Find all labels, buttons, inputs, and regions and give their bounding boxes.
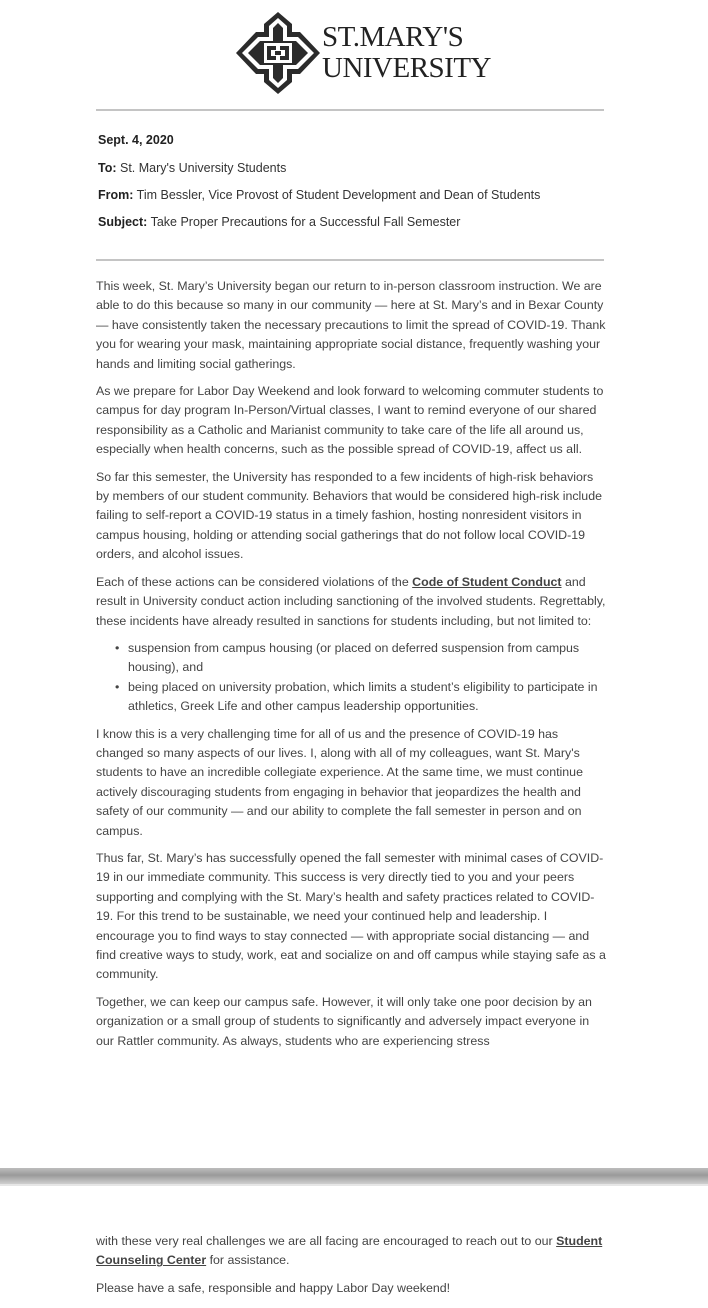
page-break [0,1168,708,1184]
bullet-icon: • [115,679,120,694]
middle-divider [96,259,604,261]
list-item: • suspension from campus housing (or placed on deferred suspension from campus housing), and [115,640,580,675]
paragraph-3: So far this semester, the University has responded to a few incidents of high-risk behaviors by members of our student community. Behaviors that would be considered high-risk include failing to self-report a COVID-19 status in a timely fashion, hosting nonresident visitors in campus housing, holding or attending social gatherings that do not follow local COVID-19 orders, and alcohol issues. [96,469,602,562]
paragraph-1: This week, St. Mary’s University began our return to in-person classroom instruction. We are able to do this because so many in our community — here at St. Mary’s and in Bexar County — have consistently taken the necessary precautions to limit the spread of COVID-19. Thank you for wearing your mask, maintaining appropriate social distance, frequently washing your hands and limiting social gatherings. [96,279,606,371]
memo-subject-label: Subject: [98,215,148,229]
paragraph-6: Thus far, St. Mary’s has successfully opened the fall semester with minimal cases of COVID-19 in our immediate community. This success is very directly tied to you and your peers supporting and complying with the St. Mary’s health and safety practices related to COVID-19. For this trend to be sustainable, we need your continued help and leadership. I encourage you to find ways to stay connected — with appropriate social distancing — and find creative ways to study, work, eat and socialize on and off campus while staying safe as a community. [96,850,606,982]
logo-line-2: UNIVERSITY [322,52,491,84]
page-break-edge [0,1184,708,1186]
student-counseling-center-link[interactable]: Student Counseling Center [96,1234,603,1268]
bullet-icon: • [115,640,120,655]
memo-to-label: To: [98,161,117,175]
university-seal-icon [234,10,322,96]
top-divider [96,109,604,111]
memo-subject-value: Take Proper Precautions for a Successful Fall Semester [150,215,461,229]
paragraph-2: As we prepare for Labor Day Weekend and look forward to welcoming commuter students to campus for day program In-Person/Virtual classes, I want to remind everyone of our shared responsibility as a Catholic and Marianist community to take care of the life all around us, especially when health concerns, such as the possible spread of COVID-19, affect us all. [96,384,604,457]
letter-body [96,277,608,1059]
list-item: • being placed on university probation, which limits a student’s eligibility to participate in athletics, Greek Life and other campus leadership opportunities. [115,679,598,714]
memo-to-value: St. Mary's University Students [120,161,287,175]
code-of-student-conduct-link[interactable]: Code of Student Conduct [412,574,562,589]
paragraph-8: with these very real challenges we are all facing are encouraged to reach out to our Student Counseling Center for assistance. [96,1234,603,1268]
university-logo [232,8,491,100]
logo-line-1: ST.MARY'S [322,21,464,53]
memo-to [98,160,286,176]
paragraph-5: I know this is a very challenging time for all of us and the presence of COVID-19 has changed so many aspects of our lives. I, along with all of my colleagues, want St. Mary's students to have an incredible collegiate experience. At the same time, we must continue actively discouraging students from engaging in behavior that jeopardizes the health and safety of our community — and our ability to complete the fall semester in person and on campus. [96,726,583,838]
paragraph-9: Please have a safe, responsible and happy Labor Day weekend! [96,1280,451,1295]
memo-from-value: Tim Bessler, Vice Provost of Student Development and Dean of Students [136,188,541,202]
paragraph-4: Each of these actions can be considered violations of the Code of Student Conduct and result in University conduct action including sanctioning of the involved students. Regrettably, these incidents have already resulted in sanctions for students including, but not limited to: [96,574,606,628]
letter-body-continued [96,1232,608,1306]
memo-from [98,187,540,203]
logo-wordmark [322,22,491,84]
memo-date: Sept. 4, 2020 [98,133,174,147]
paragraph-7: Together, we can keep our campus safe. However, it will only take one poor decision by an organization or a small group of students to significantly and adversely impact everyone in our Rattler community. As always, students who are experiencing stress [96,994,592,1048]
memo-from-label: From: [98,188,134,202]
sanctions-list [96,639,608,717]
memo-subject [98,214,460,230]
